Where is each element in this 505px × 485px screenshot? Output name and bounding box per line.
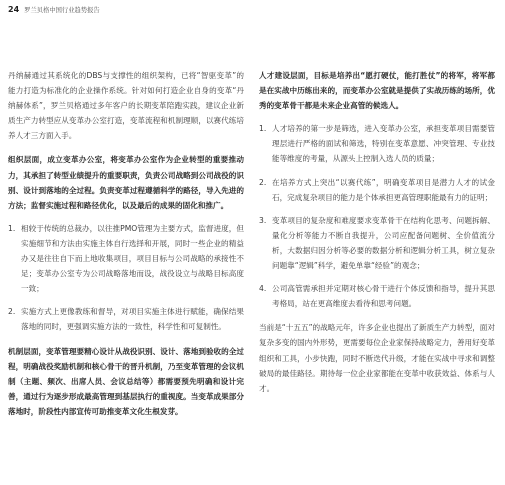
- page-header: [8, 3, 100, 15]
- mechanism-level-paragraph: 机制层面，变革管理要精心设计从战役识别、设计、落地到验收的全过程，明确战役奖励机制和核心骨干的晋升机制，乃至变革管理的会议机制（主题、频次、出席人员、会议总结等）都需要预先明确和设计完善，通过行为逐步形成最高管理到基层执行的重视度。当变革成果部分落地时，阶段性内部宣传可助推变革文化生根发芽。: [8, 346, 244, 416]
- list-item-text: 实施方式上更像教练和督导，对项目实施主体进行赋能，确保结果落地的同时，更强调实施方法的一致性，科学性和可复制性。: [21, 307, 244, 332]
- list-item-number: 3.: [259, 215, 267, 225]
- list-item-number: 2.: [8, 307, 16, 317]
- talent-level-paragraph: 人才建设层面，目标是培养出“愿打硬仗，能打胜仗”的将军，将军都是在实战中历练出来的，而变革办公室就是提供了实战历练的场所，优秀的变革骨干都是未来企业高管的候选人。: [259, 71, 495, 111]
- list-item: [259, 281, 495, 311]
- list-item: [8, 221, 244, 296]
- closing-paragraph: 当前是“十五五”的战略元年，许多企业也提出了新质生产力转型，面对复杂多变的国内外形势，更需要每位企业家保持战略定力，善用好变革组织和工具，小步快跑，同时不断迭代升级，才能在实战中寻求和调整破局的最佳路径。期待每一位企业家都能在变革中收获效益、体系与人才。: [259, 323, 495, 393]
- organization-level-paragraph: 组织层面，成立变革办公室，将变革办公室作为企业转型的重要推动力，其承担了转型业绩提升的重要职责，负责公司战略到公司战役的识别、设计到落地的全过程。负责变革过程遵循科学的路径，导入先进的方法；监督实施过程和路径优化，以及最后的成果的固化和推广。: [8, 155, 244, 210]
- list-item-text: 公司高管需承担并定期对核心骨干进行个体反馈和指导，提升其思考格局，站在更高维度去看待和思考问题。: [272, 284, 495, 309]
- list-item-number: 2.: [259, 177, 267, 187]
- right-column: [259, 68, 495, 396]
- list-item: [259, 121, 495, 166]
- left-column: [8, 68, 244, 419]
- intro-paragraph: 丹纳赫通过其系统化的DBS与支撑性的组织架构，已将“智驱变革”的能力打造为标准化的企业操作系统。针对如何打造企业自身的变革“丹纳赫体系”，罗兰贝格通过多年客户的长期变革陪跑实践，建议企业新质生产力转型应从变革办公室打造，变革流程和机制理顺，以赛代练培养人才三方面入手。: [8, 71, 244, 141]
- list-item: [259, 213, 495, 273]
- list-item-text: 变革项目的复杂度和难度要求变革骨干在结构化思考、问题拆解、量化分析等能力不断自我提升，公司应配备问题树、全价值流分析，大数据归因分析等必要的数据分析和逻辑分析工具，树立复杂问题靠“逻辑”科学，避免单靠“经验”的观念；: [272, 215, 495, 271]
- list-item-text: 在培养方式上突出“以赛代练”，明确变革项目是潜力人才的试金石，完成复杂项目的能力是个体承担更高管理职能最有力的证明；: [272, 177, 495, 202]
- list-item-number: 1.: [8, 223, 16, 233]
- list-item-text: 相较于传统的总裁办，以往推PMO管理为主要方式，监督进度，但实施细节和方法由实施主体自行选择和开展，同时一些企业的精益办又是往往自下而上地收集项目，项目目标与公司战略的承接性不足；变革办公室专为公司战略落地而设，战役设立与战略目标高度一致；: [21, 223, 244, 294]
- left-numbered-list: [8, 221, 244, 335]
- right-numbered-list: [259, 121, 495, 311]
- page-number: 24: [8, 4, 20, 14]
- list-item-number: 4.: [259, 284, 267, 294]
- list-item-text: 人才培养的第一步是筛选，进入变革办公室，承担变革项目需要管理层进行严格的面试和筛选，特别在变革意愿、冲突管理、专业技能等维度的考量，从源头上控制入选人员的质量；: [272, 124, 495, 164]
- list-item: [259, 175, 495, 205]
- list-item-number: 1.: [259, 124, 267, 134]
- list-item: [8, 304, 244, 334]
- report-title: 罗兰贝格中国行业趋势报告: [24, 6, 100, 14]
